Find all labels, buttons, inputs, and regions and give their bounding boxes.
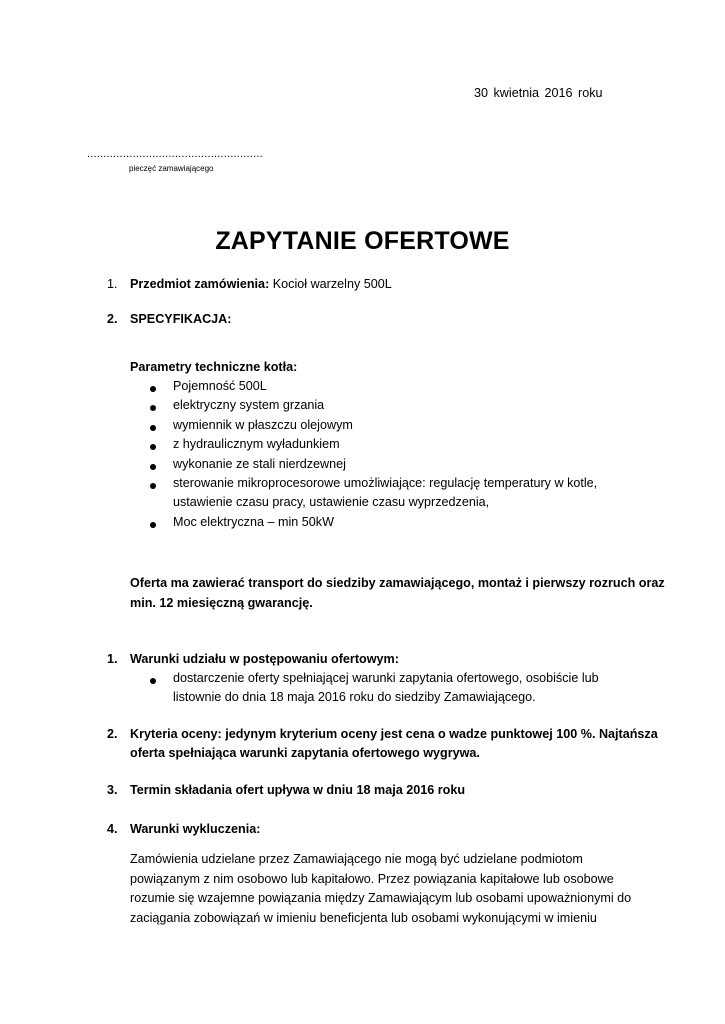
exclusion-line: powiązanym z nim osobowo lub kapitałowo. Przez powiązania kapitałowe lub osobowe <box>130 872 614 886</box>
signature-dots: ...................................................... <box>87 148 263 160</box>
list-item: z hydraulicznym wyładunkiem <box>173 437 340 451</box>
deadline-text: Termin składania ofert upływa w dniu 18 maja 2016 roku <box>130 783 466 797</box>
order-subject <box>130 277 392 291</box>
bullet-icon <box>150 386 156 392</box>
bullet-icon <box>150 425 156 431</box>
specification-heading: SPECYFIKACJA: <box>130 312 232 326</box>
exclusion-heading: Warunki wykluczenia: <box>130 822 261 836</box>
conditions-heading: Warunki udziału w postępowaniu ofertowym: <box>130 652 399 666</box>
list-item: wykonanie ze stali nierdzewnej <box>173 457 346 471</box>
section-number: 1. <box>107 652 118 666</box>
document-date: 30 kwietnia 2016 roku <box>474 86 603 100</box>
list-item: sterowanie mikroprocesorowe umożliwiające: regulację temperatury w kotle, <box>173 476 598 490</box>
section-number: 3. <box>107 783 118 797</box>
section-number: 2. <box>107 727 118 741</box>
exclusion-line: rozumie się wzajemne powiązania między Zamawiającym lub osobami upoważnionymi do <box>130 891 632 905</box>
conditions-item-continuation: listownie do dnia 18 maja 2016 roku do siedziby Zamawiającego. <box>173 690 536 704</box>
section-number: 2. <box>107 312 118 326</box>
offer-note-line: Oferta ma zawierać transport do siedziby zamawiającego, montaż i pierwszy rozruch oraz <box>130 576 665 590</box>
criteria-line: Kryteria oceny: jedynym kryterium oceny jest cena o wadze punktowej 100 %. Najtańsza <box>130 727 658 741</box>
list-item: elektryczny system grzania <box>173 398 325 412</box>
list-item: wymiennik w płaszczu olejowym <box>173 418 353 432</box>
list-item: Moc elektryczna – min 50kW <box>173 515 334 529</box>
bullet-icon <box>150 464 156 470</box>
params-heading: Parametry techniczne kotła: <box>130 360 298 374</box>
exclusion-line: zaciągania zobowiązań w imieniu beneficjenta lub osobami wykonującymi w imieniu <box>130 911 597 925</box>
section-number: 1. <box>107 277 118 291</box>
list-item: Pojemność 500L <box>173 379 267 393</box>
section-number: 4. <box>107 822 118 836</box>
exclusion-line: Zamówienia udzielane przez Zamawiającego nie mogą być udzielane podmiotom <box>130 852 583 866</box>
criteria-line: oferta spełniająca warunki zapytania ofertowego wygrywa. <box>130 746 480 760</box>
bullet-icon <box>150 483 156 489</box>
order-subject-value: Kocioł warzelny 500L <box>269 277 392 291</box>
list-item-continuation: ustawienie czasu pracy, ustawienie czasu wyprzedzenia, <box>173 495 490 509</box>
bullet-icon <box>150 405 156 411</box>
offer-note-line: min. 12 miesięczną gwarancję. <box>130 596 313 610</box>
page-title: ZAPYTANIE OFERTOWE <box>215 227 510 255</box>
bullet-icon <box>150 522 156 528</box>
bullet-icon <box>150 678 156 684</box>
conditions-item: dostarczenie oferty spełniającej warunki zapytania ofertowego, osobiście lub <box>173 671 599 685</box>
stamp-label: pieczęć zamawiającego <box>129 164 214 173</box>
bullet-icon <box>150 444 156 450</box>
order-subject-label: Przedmiot zamówienia: <box>130 277 270 291</box>
